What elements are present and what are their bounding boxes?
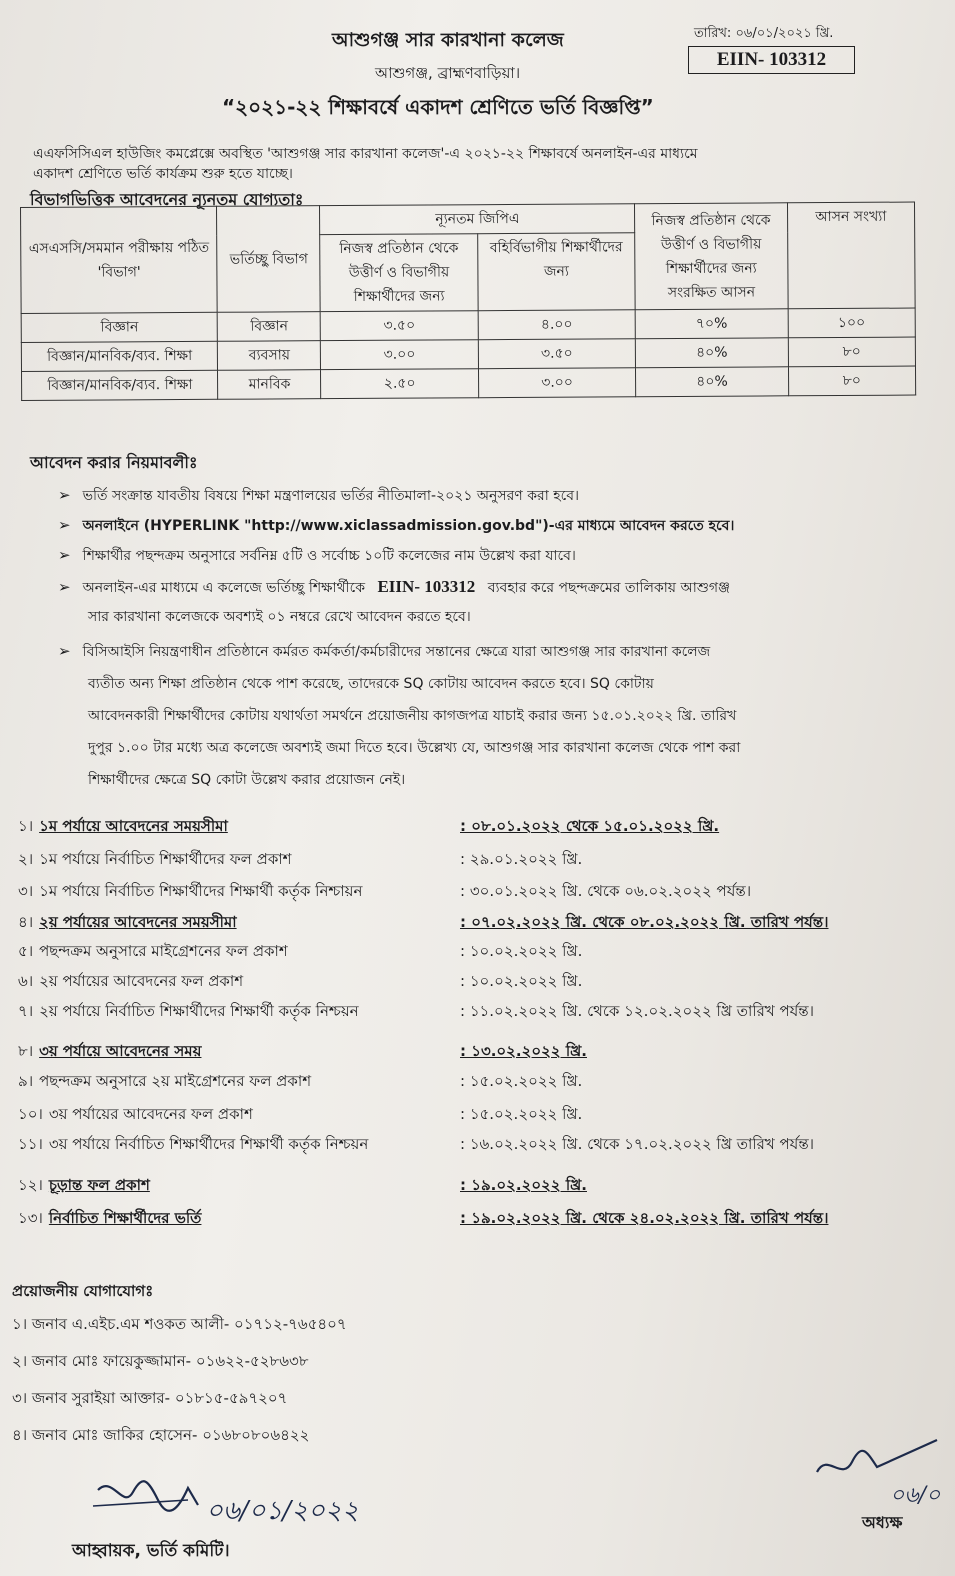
contact-item: ৪। জনাব মোঃ জাকির হোসেন- ০১৬৮০৮০৬৪২২: [12, 1426, 310, 1444]
rule-item-2: [58, 514, 734, 538]
cell-other: ৩.৫০: [478, 339, 636, 369]
schedule-row: [18, 1070, 938, 1095]
schedule-label: ৩য় পর্যায়ে আবেদনের সময়: [39, 1042, 202, 1060]
schedule-label: পছন্দক্রম অনুসারে মাইগ্রেশনের ফল প্রকাশ: [39, 942, 288, 960]
schedule-number: ১৩।: [18, 1209, 43, 1227]
schedule-number: ১০।: [18, 1105, 43, 1123]
requirements-heading: বিভাগভিত্তিক আবেদনের ন্যূনতম যোগ্যতাঃ: [30, 190, 304, 209]
right-signature-title: অধ্যক্ষ: [862, 1513, 903, 1532]
header-own: নিজস্ব প্রতিষ্ঠান থেকে উত্তীর্ণ ও বিভাগীয় শিক্ষার্থীদের জন্য: [320, 234, 478, 312]
schedule-number: ১২।: [18, 1176, 43, 1194]
intro-line-1: এএফসিসিএল হাউজিং কমপ্লেক্সে অবস্থিত 'আশুগঞ্জ সার কারখানা কলেজ'-এ ২০২১-২২ শিক্ষাবর্ষে অনলাইন-এর মাধ্যমে: [33, 146, 698, 162]
left-signature-scribble: [88, 1470, 208, 1530]
schedule-row: [18, 1040, 938, 1065]
arrow-bullet-icon: ➢: [58, 642, 71, 660]
header-seats: আসন সংখ্যা: [787, 202, 915, 309]
schedule-value: : ১৩.০২.২০২২ খ্রি.: [460, 1042, 587, 1060]
schedule-number: ৬।: [18, 972, 34, 990]
arrow-bullet-icon: ➢: [58, 486, 71, 504]
schedule-label: নির্বাচিত শিক্ষার্থীদের ভর্তি: [48, 1209, 202, 1227]
cell-own: ২.৫০: [321, 369, 478, 399]
schedule-value: : ১১.০২.২০২২ খ্রি. থেকে ১২.০২.২০২২ খ্রি তারিখ পর্যন্ত।: [460, 1002, 814, 1020]
rule-item-1: [58, 484, 579, 508]
schedule-label: চূড়ান্ত ফল প্রকাশ: [48, 1176, 150, 1194]
cell-dept: ব্যবসায়: [218, 341, 321, 371]
left-signature-title: আহ্বায়ক, ভর্তি কমিটি।: [72, 1541, 230, 1561]
eiin-box: EIIN- 103312: [688, 46, 855, 74]
rules-heading: আবেদন করার নিয়মাবলীঃ: [30, 453, 198, 472]
schedule-value: : ১৯.০২.২০২২ খ্রি.: [460, 1176, 587, 1194]
cell-dept: মানবিক: [218, 370, 321, 400]
schedule-number: ৩।: [18, 882, 34, 900]
schedule-row: [18, 1000, 938, 1025]
schedule-row: [18, 848, 938, 873]
notice-date: তারিখ: ০৬/০১/২০২১ খ্রি.: [694, 26, 834, 41]
schedule-row: [18, 1174, 938, 1199]
cell-seats: ১০০: [788, 308, 916, 338]
schedule-row: [18, 1103, 938, 1128]
contact-item: ১। জনাব এ.এইচ.এম শওকত আলী- ০১৭১২-৭৬৫৪০৭: [12, 1315, 347, 1333]
arrow-bullet-icon: ➢: [58, 578, 71, 596]
schedule-value: : ৩০.০১.২০২২ খ্রি. থেকে ০৬.০২.২০২২ পর্যন্ত।: [460, 882, 752, 900]
header-min-gpa: ন্যূনতম জিপিএ: [320, 204, 635, 235]
cell-seats: ৮০: [788, 337, 916, 367]
rule-item-4: [58, 576, 730, 600]
cell-reserved: ৪০%: [636, 338, 789, 368]
college-name: আশুগঞ্জ সার কারখানা কলেজ: [332, 29, 564, 51]
cell-own: ৩.৫০: [321, 311, 478, 341]
header-reserved: নিজস্ব প্রতিষ্ঠান থেকে উত্তীর্ণ ও বিভাগীয় শিক্ষার্থীদের জন্য সংরক্ষিত আসন: [635, 203, 788, 310]
table-row: [22, 366, 916, 400]
rule-item-5-line: দুপুর ১.০০ টার মধ্যে অত্র কলেজে অবশ্যই জমা দিতে হবে। উল্লেখ্য যে, আশুগঞ্জ সার কারখানা কলেজ থেকে পাশ করা: [88, 740, 741, 756]
intro-line-2: একাদশ শ্রেণিতে ভর্তি কার্যক্রম শুরু হতে যাচ্ছে।: [33, 166, 293, 182]
rule-item-5-line: ব্যতীত অন্য শিক্ষা প্রতিষ্ঠান থেকে পাশ করেছে, তাদেরকে SQ কোটায় আবেদন করতে হবে। SQ কোটায়: [88, 676, 654, 692]
schedule-label: ১ম পর্যায়ে নির্বাচিত শিক্ষার্থীদের শিক্ষার্থী কর্তৃক নিশ্চায়ন: [39, 882, 363, 900]
schedule-row: [18, 940, 938, 965]
rule-text: অনলাইনে (HYPERLINK "http://www.xiclassadmission.gov.bd")-এর মাধ্যমে আবেদন করতে হবে।: [82, 518, 735, 534]
arrow-bullet-icon: ➢: [58, 546, 71, 564]
schedule-row: [18, 815, 938, 840]
schedule-value: : ০৮.০১.২০২২ থেকে ১৫.০১.২০২২ খ্রি.: [460, 817, 720, 835]
schedule-row: [18, 911, 938, 936]
schedule-label: ২য় পর্যায়ের আবেদনের ফল প্রকাশ: [39, 972, 244, 990]
schedule-label: ২য় পর্যায়ে নির্বাচিত শিক্ষার্থীদের শিক্ষার্থী কর্তৃক নিশ্চয়ন: [39, 1002, 359, 1020]
cell-reserved: ৭০%: [635, 309, 788, 339]
rule-item-3: [58, 544, 576, 568]
schedule-label: ৩য় পর্যায়ে নির্বাচিত শিক্ষার্থীদের শিক্ষার্থী কর্তৃক নিশ্চয়ন: [48, 1135, 369, 1153]
rule-item-5-line: আবেদনকারী শিক্ষার্থীদের কোটায় যথার্থতা সমর্থনে প্রয়োজনীয় কাগজপত্র যাচাই করার জন্য ১৫.০১.২০২২ খ্রি. তারিখ: [88, 708, 737, 724]
rule-eiin: EIIN- 103312: [377, 577, 476, 596]
schedule-label: ১ম পর্যায়ে নির্বাচিত শিক্ষার্থীদের ফল প্রকাশ: [39, 850, 292, 868]
contact-item: ২। জনাব মোঃ ফায়েকুজ্জামান- ০১৬২২-৫২৮৬৩৮: [12, 1352, 309, 1370]
cell-group: বিজ্ঞান: [21, 312, 218, 342]
rule-text: অনলাইন-এর মাধ্যমে এ কলেজে ভর্তিচ্ছু শিক্ষার্থীকে: [82, 580, 366, 596]
rule-item-4-cont: সার কারখানা কলেজকে অবশ্যই ০১ নম্বরে রেখে আবেদন করতে হবে।: [88, 609, 471, 625]
schedule-row: [18, 970, 938, 995]
rule-text: ভর্তি সংক্রান্ত যাবতীয় বিষয়ে শিক্ষা মন্ত্রণালয়ের ভর্তির নীতিমালা-২০২১ অনুসরণ করা হবে।: [82, 488, 580, 504]
cell-other: ৩.০০: [478, 368, 636, 398]
schedule-value: : ১৫.০২.২০২২ খ্রি.: [460, 1105, 583, 1123]
cell-dept: বিজ্ঞান: [218, 312, 321, 342]
schedule-number: ১।: [18, 817, 34, 835]
header-group: এসএসসি/সমমান পরীক্ষায় পঠিত 'বিভাগ': [21, 206, 218, 313]
schedule-number: ৮।: [18, 1042, 34, 1060]
cell-reserved: ৪০%: [636, 367, 789, 397]
schedule-row: [18, 880, 938, 905]
schedule-row: [18, 1133, 938, 1158]
table-header-row: [21, 202, 915, 236]
schedule-label: পছন্দক্রম অনুসারে ২য় মাইগ্রেশনের ফল প্রকাশ: [39, 1072, 312, 1090]
schedule-row: [18, 1207, 938, 1232]
rule-item-5-line: শিক্ষার্থীদের ক্ষেত্রে SQ কোটা উল্লেখ করার প্রয়োজন নেই।: [88, 772, 406, 788]
header-other: বহির্বিভাগীয় শিক্ষার্থীদের জন্য: [477, 233, 635, 311]
schedule-value: : ১০.০২.২০২২ খ্রি.: [460, 942, 583, 960]
schedule-label: ২য় পর্যায়ের আবেদনের সময়সীমা: [39, 913, 237, 931]
schedule-number: ৯।: [18, 1072, 34, 1090]
header-dept: ভর্তিচ্ছু বিভাগ: [217, 206, 321, 313]
notice-title: “২০২১-২২ শিক্ষাবর্ষে একাদশ শ্রেণিতে ভর্তি বিজ্ঞপ্তি”: [222, 95, 654, 119]
schedule-value: : ১০.০২.২০২২ খ্রি.: [460, 972, 583, 990]
schedule-number: ১১।: [18, 1135, 43, 1153]
schedule-number: ৪।: [18, 913, 34, 931]
cell-other: ৪.০০: [478, 310, 636, 340]
cell-group: বিজ্ঞান/মানবিক/ব্যব. শিক্ষা: [22, 370, 219, 400]
rule-item-5: [58, 640, 710, 664]
schedule-number: ২।: [18, 850, 34, 868]
schedule-value: : ০৭.০২.২০২২ খ্রি. থেকে ০৮.০২.২০২২ খ্রি. তারিখ পর্যন্ত।: [460, 913, 829, 931]
schedule-number: ৫।: [18, 942, 34, 960]
rule-text: শিক্ষার্থীর পছন্দক্রম অনুসারে সর্বনিম্ন ৫টি ও সর্বোচ্চ ১০টি কলেজের নাম উল্লেখ করা যাবে।: [82, 548, 576, 564]
requirements-table: [20, 202, 916, 401]
left-signature-date: ০৬/০১/২০২২: [206, 1496, 359, 1526]
cell-seats: ৮০: [788, 366, 916, 396]
rule-text: বিসিআইসি নিয়ন্ত্রণাধীন প্রতিষ্ঠানে কর্মরত কর্মকর্তা/কর্মচারীদের সন্তানের ক্ষেত্রে যারা আশুগঞ্জ সার কারখানা কলেজ: [82, 644, 711, 660]
schedule-label: ১ম পর্যায়ে আবেদনের সময়সীমা: [39, 817, 228, 835]
right-signature-date: ০৬/০: [890, 1483, 941, 1508]
cell-own: ৩.০০: [321, 340, 478, 370]
contact-item: ৩। জনাব সুরাইয়া আক্তার- ০১৮১৫-৫৯৭২০৭: [12, 1389, 288, 1407]
college-address: আশুগঞ্জ, ব্রাহ্মণবাড়িয়া।: [375, 64, 521, 82]
schedule-number: ৭।: [18, 1002, 34, 1020]
arrow-bullet-icon: ➢: [58, 516, 71, 534]
contacts-heading: প্রয়োজনীয় যোগাযোগঃ: [12, 1282, 154, 1300]
schedule-value: : ১৬.০২.২০২২ খ্রি. থেকে ১৭.০২.২০২২ খ্রি তারিখ পর্যন্ত।: [460, 1135, 815, 1153]
schedule-label: ৩য় পর্যায়ের আবেদনের ফল প্রকাশ: [48, 1105, 253, 1123]
rule-text: ব্যবহার করে পছন্দক্রমের তালিকায় আশুগঞ্জ: [487, 580, 731, 596]
cell-group: বিজ্ঞান/মানবিক/ব্যব. শিক্ষা: [21, 341, 218, 371]
schedule-value: : ১৯.০২.২০২২ খ্রি. থেকে ২৪.০২.২০২২ খ্রি. তারিখ পর্যন্ত।: [460, 1209, 829, 1227]
schedule-value: : ১৫.০২.২০২২ খ্রি.: [460, 1072, 583, 1090]
schedule-value: : ২৯.০১.২০২২ খ্রি.: [460, 850, 583, 868]
